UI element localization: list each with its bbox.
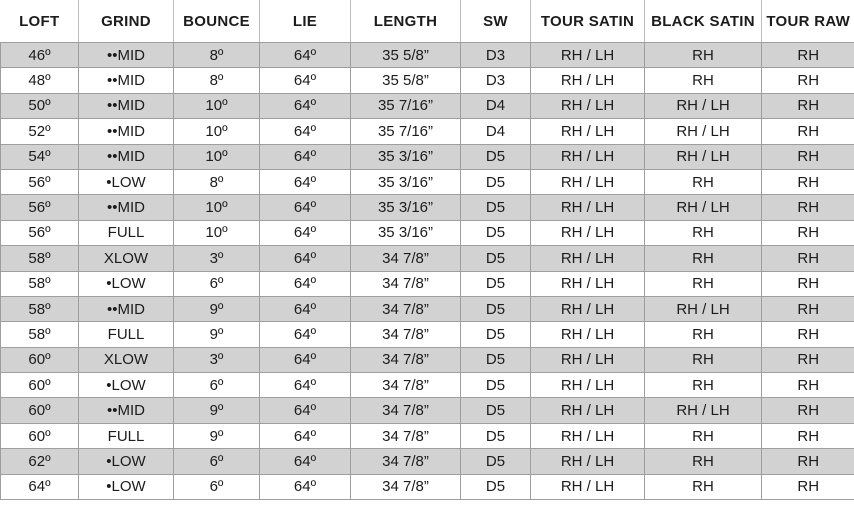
black-satin-cell: RH — [645, 271, 762, 296]
table-row — [1, 373, 854, 398]
sw-cell: D4 — [461, 119, 531, 144]
tour-satin-cell: RH / LH — [531, 169, 645, 194]
grind-cell: •LOW — [79, 474, 174, 499]
grind-cell: XLOW — [79, 246, 174, 271]
loft-cell: 50º — [1, 93, 79, 118]
black-satin-cell: RH — [645, 220, 762, 245]
tour-raw-cell: RH — [762, 93, 854, 118]
tour-raw-cell: RH — [762, 169, 854, 194]
lie-cell: 64º — [260, 68, 351, 93]
tour-satin-cell: RH / LH — [531, 43, 645, 68]
grind-cell: ••MID — [79, 398, 174, 423]
bounce-cell: 6º — [174, 474, 260, 499]
loft-cell: 58º — [1, 322, 79, 347]
tour-raw-cell: RH — [762, 398, 854, 423]
black-satin-cell: RH — [645, 449, 762, 474]
lie-cell: 64º — [260, 322, 351, 347]
black-satin-cell: RH — [645, 246, 762, 271]
column-header-grind: GRIND — [79, 0, 174, 43]
loft-cell: 62º — [1, 449, 79, 474]
black-satin-cell: RH — [645, 423, 762, 448]
length-cell: 35 3/16” — [351, 144, 461, 169]
table-row — [1, 398, 854, 423]
loft-cell: 58º — [1, 246, 79, 271]
sw-cell: D3 — [461, 68, 531, 93]
bounce-cell: 6º — [174, 373, 260, 398]
column-header-lie: LIE — [260, 0, 351, 43]
sw-cell: D5 — [461, 246, 531, 271]
tour-satin-cell: RH / LH — [531, 271, 645, 296]
grind-cell: •LOW — [79, 449, 174, 474]
bounce-cell: 9º — [174, 423, 260, 448]
loft-cell: 58º — [1, 296, 79, 321]
bounce-cell: 8º — [174, 169, 260, 194]
column-header-tour-raw: TOUR RAW — [762, 0, 854, 43]
bounce-cell: 3º — [174, 347, 260, 372]
black-satin-cell: RH — [645, 43, 762, 68]
tour-raw-cell: RH — [762, 246, 854, 271]
lie-cell: 64º — [260, 271, 351, 296]
tour-raw-cell: RH — [762, 68, 854, 93]
length-cell: 34 7/8” — [351, 423, 461, 448]
lie-cell: 64º — [260, 144, 351, 169]
table-row — [1, 195, 854, 220]
grind-cell: ••MID — [79, 119, 174, 144]
lie-cell: 64º — [260, 43, 351, 68]
table-row — [1, 220, 854, 245]
black-satin-cell: RH / LH — [645, 144, 762, 169]
bounce-cell: 9º — [174, 322, 260, 347]
table-row — [1, 347, 854, 372]
loft-cell: 64º — [1, 474, 79, 499]
lie-cell: 64º — [260, 169, 351, 194]
tour-raw-cell: RH — [762, 195, 854, 220]
tour-satin-cell: RH / LH — [531, 347, 645, 372]
sw-cell: D5 — [461, 195, 531, 220]
length-cell: 34 7/8” — [351, 322, 461, 347]
lie-cell: 64º — [260, 220, 351, 245]
length-cell: 34 7/8” — [351, 373, 461, 398]
lie-cell: 64º — [260, 246, 351, 271]
sw-cell: D5 — [461, 322, 531, 347]
table-row — [1, 169, 854, 194]
grind-cell: FULL — [79, 220, 174, 245]
black-satin-cell: RH — [645, 373, 762, 398]
bounce-cell: 8º — [174, 68, 260, 93]
grind-cell: ••MID — [79, 296, 174, 321]
tour-satin-cell: RH / LH — [531, 373, 645, 398]
length-cell: 34 7/8” — [351, 449, 461, 474]
lie-cell: 64º — [260, 119, 351, 144]
sw-cell: D5 — [461, 398, 531, 423]
table-row — [1, 93, 854, 118]
length-cell: 35 3/16” — [351, 220, 461, 245]
table-row — [1, 144, 854, 169]
column-header-tour-satin: TOUR SATIN — [531, 0, 645, 43]
sw-cell: D5 — [461, 347, 531, 372]
column-header-loft: LOFT — [1, 0, 79, 43]
tour-raw-cell: RH — [762, 296, 854, 321]
grind-cell: FULL — [79, 423, 174, 448]
tour-satin-cell: RH / LH — [531, 398, 645, 423]
bounce-cell: 9º — [174, 296, 260, 321]
column-header-length: LENGTH — [351, 0, 461, 43]
tour-satin-cell: RH / LH — [531, 246, 645, 271]
column-header-bounce: BOUNCE — [174, 0, 260, 43]
tour-satin-cell: RH / LH — [531, 195, 645, 220]
bounce-cell: 3º — [174, 246, 260, 271]
bounce-cell: 9º — [174, 398, 260, 423]
loft-cell: 52º — [1, 119, 79, 144]
tour-raw-cell: RH — [762, 423, 854, 448]
length-cell: 34 7/8” — [351, 296, 461, 321]
sw-cell: D5 — [461, 271, 531, 296]
grind-cell: ••MID — [79, 68, 174, 93]
bounce-cell: 10º — [174, 220, 260, 245]
tour-satin-cell: RH / LH — [531, 296, 645, 321]
loft-cell: 54º — [1, 144, 79, 169]
grind-cell: •LOW — [79, 271, 174, 296]
table-body — [1, 43, 854, 500]
length-cell: 35 5/8” — [351, 43, 461, 68]
table-row — [1, 423, 854, 448]
tour-satin-cell: RH / LH — [531, 93, 645, 118]
loft-cell: 56º — [1, 195, 79, 220]
black-satin-cell: RH — [645, 169, 762, 194]
bounce-cell: 6º — [174, 271, 260, 296]
length-cell: 35 7/16” — [351, 119, 461, 144]
lie-cell: 64º — [260, 474, 351, 499]
grind-cell: ••MID — [79, 144, 174, 169]
length-cell: 35 3/16” — [351, 169, 461, 194]
loft-cell: 58º — [1, 271, 79, 296]
tour-satin-cell: RH / LH — [531, 474, 645, 499]
loft-cell: 46º — [1, 43, 79, 68]
length-cell: 34 7/8” — [351, 271, 461, 296]
black-satin-cell: RH — [645, 322, 762, 347]
tour-raw-cell: RH — [762, 119, 854, 144]
lie-cell: 64º — [260, 449, 351, 474]
black-satin-cell: RH / LH — [645, 296, 762, 321]
tour-raw-cell: RH — [762, 271, 854, 296]
lie-cell: 64º — [260, 347, 351, 372]
sw-cell: D5 — [461, 474, 531, 499]
grind-cell: •LOW — [79, 169, 174, 194]
bounce-cell: 10º — [174, 93, 260, 118]
black-satin-cell: RH — [645, 68, 762, 93]
sw-cell: D5 — [461, 144, 531, 169]
lie-cell: 64º — [260, 373, 351, 398]
grind-cell: XLOW — [79, 347, 174, 372]
tour-raw-cell: RH — [762, 373, 854, 398]
sw-cell: D5 — [461, 296, 531, 321]
tour-satin-cell: RH / LH — [531, 449, 645, 474]
sw-cell: D5 — [461, 220, 531, 245]
loft-cell: 60º — [1, 423, 79, 448]
column-header-black-satin: BLACK SATIN — [645, 0, 762, 43]
table-row — [1, 449, 854, 474]
tour-satin-cell: RH / LH — [531, 220, 645, 245]
sw-cell: D5 — [461, 423, 531, 448]
black-satin-cell: RH / LH — [645, 398, 762, 423]
sw-cell: D5 — [461, 169, 531, 194]
sw-cell: D4 — [461, 93, 531, 118]
black-satin-cell: RH / LH — [645, 195, 762, 220]
sw-cell: D3 — [461, 43, 531, 68]
length-cell: 35 7/16” — [351, 93, 461, 118]
tour-raw-cell: RH — [762, 449, 854, 474]
lie-cell: 64º — [260, 398, 351, 423]
header-row — [1, 0, 854, 43]
sw-cell: D5 — [461, 449, 531, 474]
tour-satin-cell: RH / LH — [531, 144, 645, 169]
tour-raw-cell: RH — [762, 474, 854, 499]
length-cell: 35 5/8” — [351, 68, 461, 93]
loft-cell: 48º — [1, 68, 79, 93]
tour-satin-cell: RH / LH — [531, 119, 645, 144]
bounce-cell: 10º — [174, 119, 260, 144]
length-cell: 34 7/8” — [351, 474, 461, 499]
loft-cell: 56º — [1, 169, 79, 194]
length-cell: 34 7/8” — [351, 347, 461, 372]
lie-cell: 64º — [260, 195, 351, 220]
length-cell: 34 7/8” — [351, 398, 461, 423]
tour-satin-cell: RH / LH — [531, 68, 645, 93]
table-row — [1, 322, 854, 347]
tour-raw-cell: RH — [762, 322, 854, 347]
table-row — [1, 296, 854, 321]
loft-cell: 60º — [1, 398, 79, 423]
grind-cell: ••MID — [79, 195, 174, 220]
black-satin-cell: RH — [645, 474, 762, 499]
grind-cell: FULL — [79, 322, 174, 347]
table-row — [1, 68, 854, 93]
column-header-sw: SW — [461, 0, 531, 43]
loft-cell: 56º — [1, 220, 79, 245]
table-row — [1, 271, 854, 296]
bounce-cell: 8º — [174, 43, 260, 68]
lie-cell: 64º — [260, 423, 351, 448]
tour-satin-cell: RH / LH — [531, 322, 645, 347]
tour-raw-cell: RH — [762, 144, 854, 169]
black-satin-cell: RH — [645, 347, 762, 372]
bounce-cell: 10º — [174, 144, 260, 169]
tour-raw-cell: RH — [762, 220, 854, 245]
length-cell: 35 3/16” — [351, 195, 461, 220]
black-satin-cell: RH / LH — [645, 119, 762, 144]
loft-cell: 60º — [1, 347, 79, 372]
grind-cell: ••MID — [79, 93, 174, 118]
lie-cell: 64º — [260, 296, 351, 321]
table-row — [1, 119, 854, 144]
length-cell: 34 7/8” — [351, 246, 461, 271]
grind-cell: •LOW — [79, 373, 174, 398]
table-row — [1, 474, 854, 499]
tour-satin-cell: RH / LH — [531, 423, 645, 448]
black-satin-cell: RH / LH — [645, 93, 762, 118]
tour-raw-cell: RH — [762, 347, 854, 372]
table-row — [1, 43, 854, 68]
bounce-cell: 10º — [174, 195, 260, 220]
grind-cell: ••MID — [79, 43, 174, 68]
loft-cell: 60º — [1, 373, 79, 398]
bounce-cell: 6º — [174, 449, 260, 474]
sw-cell: D5 — [461, 373, 531, 398]
tour-raw-cell: RH — [762, 43, 854, 68]
table-row — [1, 246, 854, 271]
lie-cell: 64º — [260, 93, 351, 118]
